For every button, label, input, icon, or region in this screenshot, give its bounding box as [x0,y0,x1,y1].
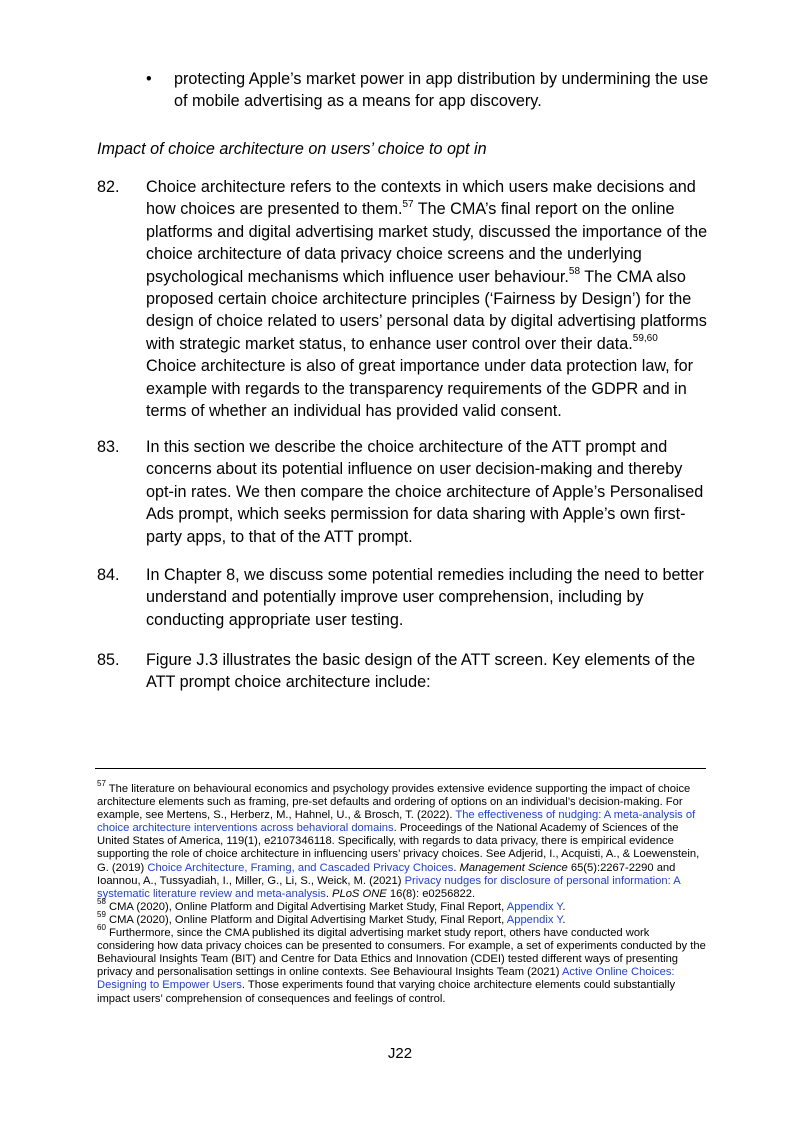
footnote-text: The literature on behavioural economics and psychology provides extensive evidence supporting the impact of choice architecture elements such as framing, pre-set defaults and ordering of options on an individual’s decision-making. For example, see Mertens, S., Herberz, M., Hahnel, U., & Brosch, T. (2022). [97,783,691,822]
footnote-text: 16(8): e0256822. [386,887,476,900]
journal-name: PLoS ONE [332,887,387,900]
footnote-ref-58[interactable]: 58 [568,266,581,278]
footnote-text: 65(5):2267-2290 and Ioannou, A., Tussyadiah, I., Miller, G., Li, S., Weick, M. (2021) [97,861,676,887]
text-run: Choice architecture refers to the contexts in which users make decisions and how choices are presented to them. [146,178,696,219]
footnote-mark: 60 [97,923,106,933]
footnote-mark: 58 [97,897,106,907]
text-run: Choice architecture is also of great importance under data protection law, for example with regards to the transparency requirements of the GDPR and in terms of whether an individual has provided valid consent. [146,357,694,421]
footnote-59 [97,910,709,927]
section-heading: Impact of choice architecture on users’ choice to opt in [97,140,487,158]
bullet-text: protecting Apple’s market power in app distribution by undermining the use of mobile advertising as a means for app discovery. [174,70,709,111]
footnote-text: . [325,887,333,900]
footnote-link[interactable]: The effectiveness of nudging: A meta-analysis of choice architecture interventions across behavioral domains [97,809,696,835]
footnote-60 [97,923,709,1006]
footnote-link[interactable]: Appendix Y [506,900,563,913]
footnote-text: . Proceedings of the National Academy of Sciences of the United States of America, 119(1), e2107346118. Specifically, with regards to data privacy, there is empirical evidence supporting the role of choice architecture in influencing users’ privacy choices. See Adjerid, I., Acquisti, A., & Loewenstein, G. (2019) [97,822,700,874]
paragraph-number: 84. [97,566,120,584]
paragraph-number: 83. [97,438,120,456]
paragraph-number: 85. [97,651,120,669]
page-number: J22 [387,1045,413,1062]
text-run: The CMA’s final report on the online platforms and digital advertising market study, discussed the importance of the choice architecture of data privacy choice screens and the underlying psychological mechanisms which influence user behaviour. [146,200,708,286]
footnote-mark: 57 [97,779,106,789]
footnote-text: . [562,900,566,913]
text-run: The CMA also proposed certain choice architecture principles (‘Fairness by Design’) for the design of choice related to users’ personal data by digital advertising platforms with strategic market status, to enhance user control over their data. [146,267,707,353]
footnote-link[interactable]: Privacy nudges for disclosure of personal information: A systematic literature review and meta-analysis [97,874,681,900]
bullet-icon: • [146,70,152,88]
footnote-mark: 59 [97,910,106,920]
footnotes [97,779,709,1006]
footnote-divider [95,768,706,769]
footnote-ref-59-60[interactable]: 59,60 [632,333,658,345]
footnote-link[interactable]: Choice Architecture, Framing, and Cascaded Privacy Choices [147,861,454,874]
footnote-58 [97,897,709,914]
paragraph-text: In Chapter 8, we discuss some potential remedies including the need to better understand and potentially improve user comprehension, including by conducting appropriate user testing. [146,566,704,629]
footnote-ref-57[interactable]: 57 [402,199,414,211]
footnote-text: CMA (2020), Online Platform and Digital Advertising Market Study, Final Report, [105,900,507,913]
journal-name: Management Science [459,861,568,874]
paragraph-text [146,176,712,422]
paragraph-text: Figure J.3 illustrates the basic design of the ATT screen. Key elements of the ATT prompt choice architecture include: [146,651,696,692]
paragraph-text: In this section we describe the choice architecture of the ATT prompt and concerns about its potential influence on user decision-making and thereby opt-in rates. We then compare the choice architecture of Apple’s Personalised Ads prompt, which seeks permission for data sharing with Apple’s own first-party apps, to that of the ATT prompt. [146,438,704,546]
footnote-link[interactable]: Appendix Y [506,913,563,926]
footnote-57 [97,779,709,901]
footnote-text: . [562,913,566,926]
footnote-text: . [453,861,460,874]
paragraph-number: 82. [97,178,120,196]
footnote-text: Furthermore, since the CMA published its digital advertising market study report, others have conducted work considering how data privacy choices can be presented to consumers. For example, a set of experiments conducted by the Behavioural Insights Team (BIT) and Centre for Data Ethics and Innovation (CDEI) tested different ways of presenting privacy and personalisation settings in online contexts. See Behavioural Insights Team (2021) [97,927,706,979]
footnote-text: CMA (2020), Online Platform and Digital Advertising Market Study, Final Report, [105,913,507,926]
footnote-text: . Those experiments found that varying choice architecture elements could substantially impact users’ comprehension of consequences and feelings of control. [97,979,676,1005]
footnote-link[interactable]: Active Online Choices: Designing to Empower Users [97,966,675,992]
